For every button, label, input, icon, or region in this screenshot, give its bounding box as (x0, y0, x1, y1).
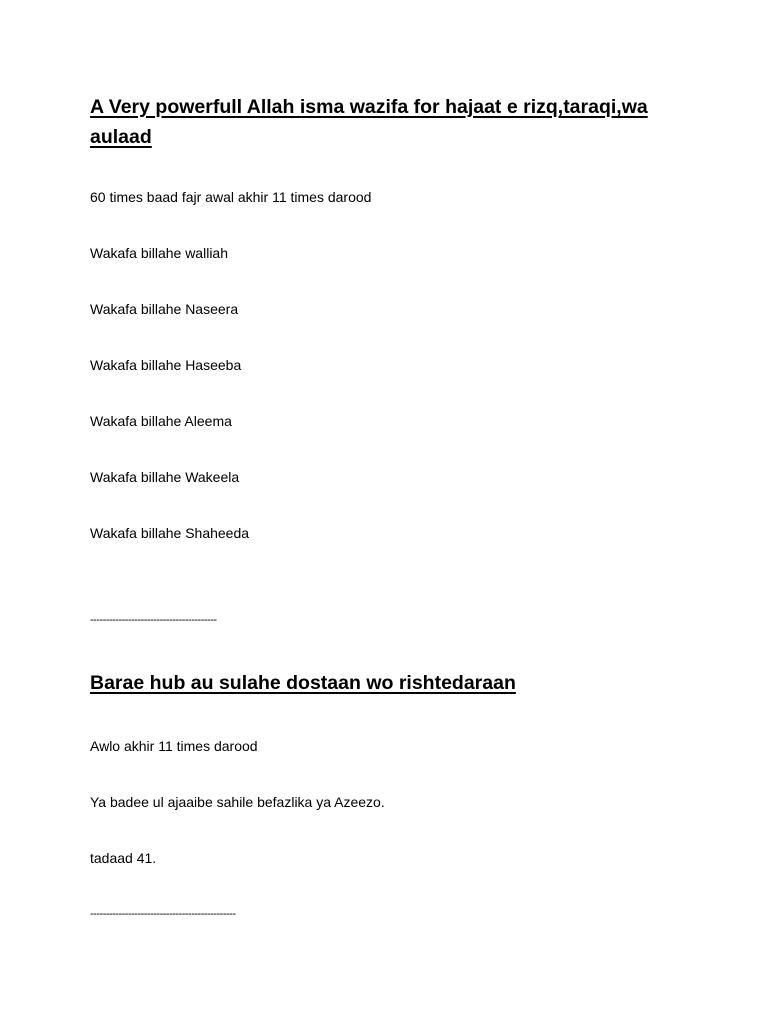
section1-instruction: 60 times baad fajr awal akhir 11 times darood (90, 189, 372, 205)
section2-title: Barae hub au sulahe dostaan wo rishtedaraan (90, 672, 516, 694)
section1-line-4: Wakafa billahe Aleema (90, 413, 232, 429)
section2-count: tadaad 41. (90, 850, 157, 866)
section1-line-5: Wakafa billahe Wakeela (90, 469, 240, 485)
section1-line-3: Wakafa billahe Haseeba (90, 357, 242, 373)
section1-line-1: Wakafa billahe walliah (90, 245, 228, 261)
section1-line-6: Wakafa billahe Shaheeda (90, 525, 250, 541)
section1-line-2: Wakafa billahe Naseera (90, 301, 239, 317)
section2-instruction: Awlo akhir 11 times darood (90, 738, 258, 754)
section2-line: Ya badee ul ajaaibe sahile befazlika ya Azeezo. (90, 794, 385, 810)
section1-title: A Very powerfull Allah isma wazifa for hajaat e rizq,taraqi,wa aulaad (90, 96, 648, 148)
separator-1: ---------------------------------------- (90, 614, 217, 626)
separator-2: ---------------------------------------------- (90, 908, 236, 920)
